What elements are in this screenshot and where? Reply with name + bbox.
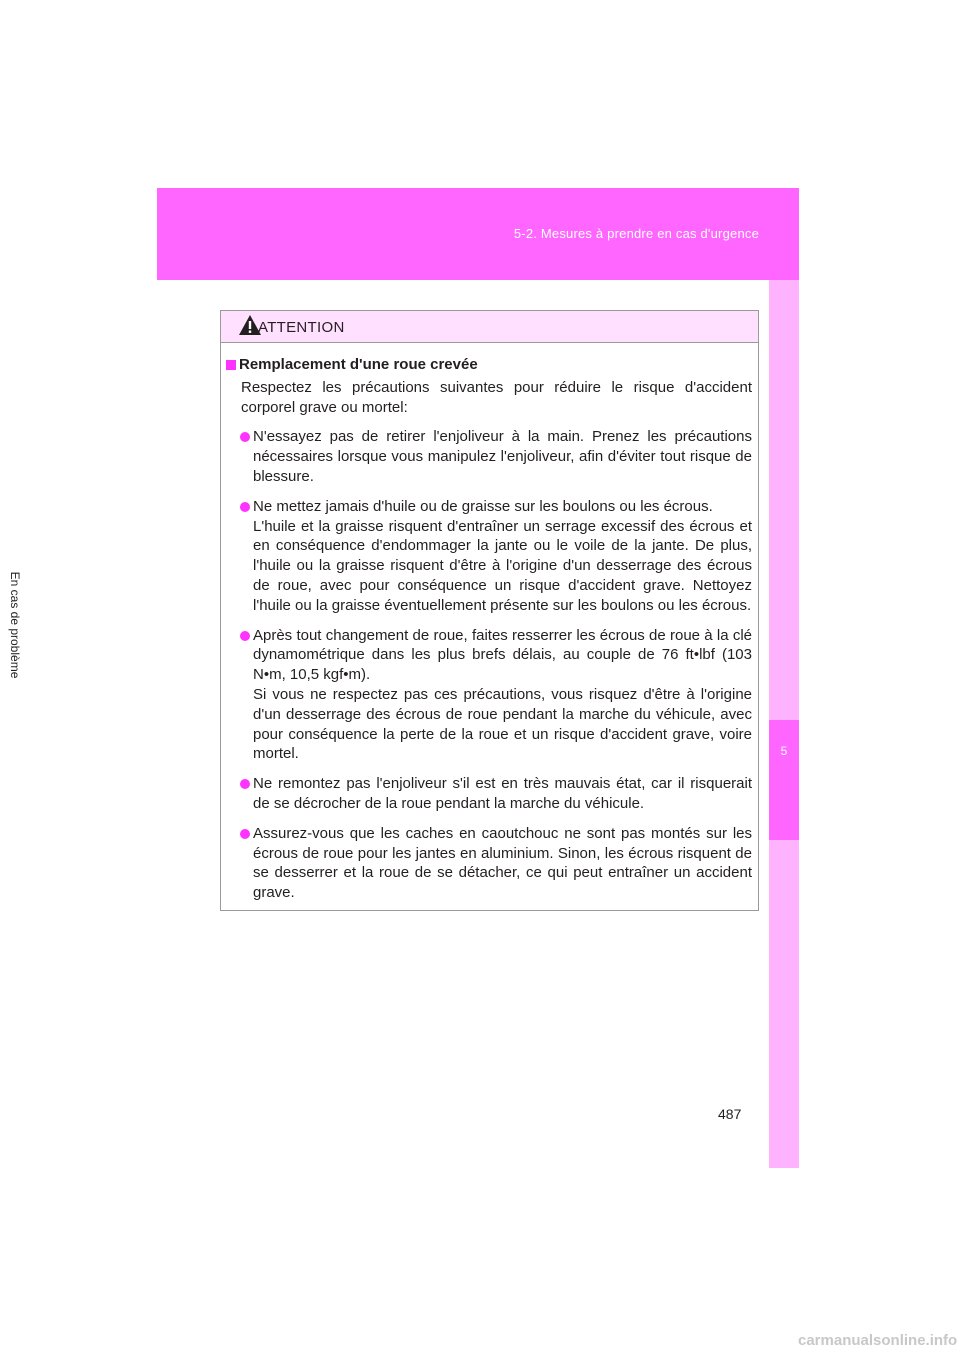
- square-bullet-icon: [226, 360, 236, 370]
- list-item: [227, 774, 752, 814]
- bullet-paragraph: Après tout changement de roue, faites resserrer les écrous de roue à la clé dynamométrique dans les plus brefs délais, au couple de 76 ft•lbf (103 N•m, 10,5 kgf•m).: [253, 626, 752, 684]
- round-bullet-icon: [240, 829, 250, 839]
- round-bullet-icon: [240, 502, 250, 512]
- warning-header: [221, 311, 758, 343]
- bullet-paragraph: Si vous ne respectez pas ces précautions, vous risquez d'être à l'origine d'un desserrage des écrous de roue pendant la marche du véhicule, avec pour conséquence la perte de la roue et un risque d'accident grave, voire mortel.: [253, 685, 752, 763]
- warning-intro: Respectez les précautions suivantes pour réduire le risque d'accident corporel grave ou mortel:: [241, 378, 752, 416]
- bullet-paragraph: L'huile et la graisse risquent d'entraîner un serrage excessif des écrous et en conséquence d'endommager la jante ou le voile de la jante. De plus, l'huile ou la graisse risquent d'être à l'origine d'un desserrage des écrous de roue, avec pour conséquence un risque d'accident grave. Nettoyez l'huile ou la graisse éventuellement présente sur les boulons ou les écrous.: [253, 517, 752, 614]
- list-item: [227, 497, 752, 616]
- round-bullet-icon: [240, 779, 250, 789]
- warning-bullet-list: [227, 427, 752, 903]
- warning-body: [221, 343, 758, 903]
- watermark: carmanualsonline.info: [798, 1332, 958, 1349]
- warning-subheading: [227, 355, 752, 375]
- chapter-number: 5: [780, 744, 788, 758]
- bullet-paragraph: Ne remontez pas l'enjoliveur s'il est en très mauvais état, car il risquerait de se décrocher de la roue pendant la marche du véhicule.: [253, 775, 752, 812]
- round-bullet-icon: [240, 432, 250, 442]
- chapter-label: En cas de problème: [8, 571, 22, 679]
- bullet-paragraph: N'essayez pas de retirer l'enjoliveur à la main. Prenez les précautions nécessaires lorsque vous manipulez l'enjoliveur, afin d'éviter tout risque de blessure.: [253, 428, 752, 485]
- side-chapter-tab: [769, 280, 799, 1168]
- warning-box: [220, 310, 759, 911]
- section-header-band: [157, 188, 799, 280]
- list-item: [227, 626, 752, 765]
- round-bullet-icon: [240, 631, 250, 641]
- section-title: 5-2. Mesures à prendre en cas d'urgence: [513, 226, 759, 241]
- list-item: [227, 427, 752, 486]
- bullet-paragraph: Assurez-vous que les caches en caoutchouc ne sont pas montés sur les écrous de roue pour les jantes en aluminium. Sinon, les écrous risquent de se desserrer et la roue de se détacher, ce qui peut entraîner un accident grave.: [253, 824, 752, 902]
- page-number: 487: [718, 1106, 742, 1122]
- subheading-text: Remplacement d'une roue crevée: [239, 356, 478, 373]
- list-item: [227, 824, 752, 903]
- bullet-paragraph: Ne mettez jamais d'huile ou de graisse sur les boulons ou les écrous.: [253, 497, 713, 515]
- chapter-tab-highlight: [769, 720, 799, 840]
- warning-title: ATTENTION: [258, 319, 345, 336]
